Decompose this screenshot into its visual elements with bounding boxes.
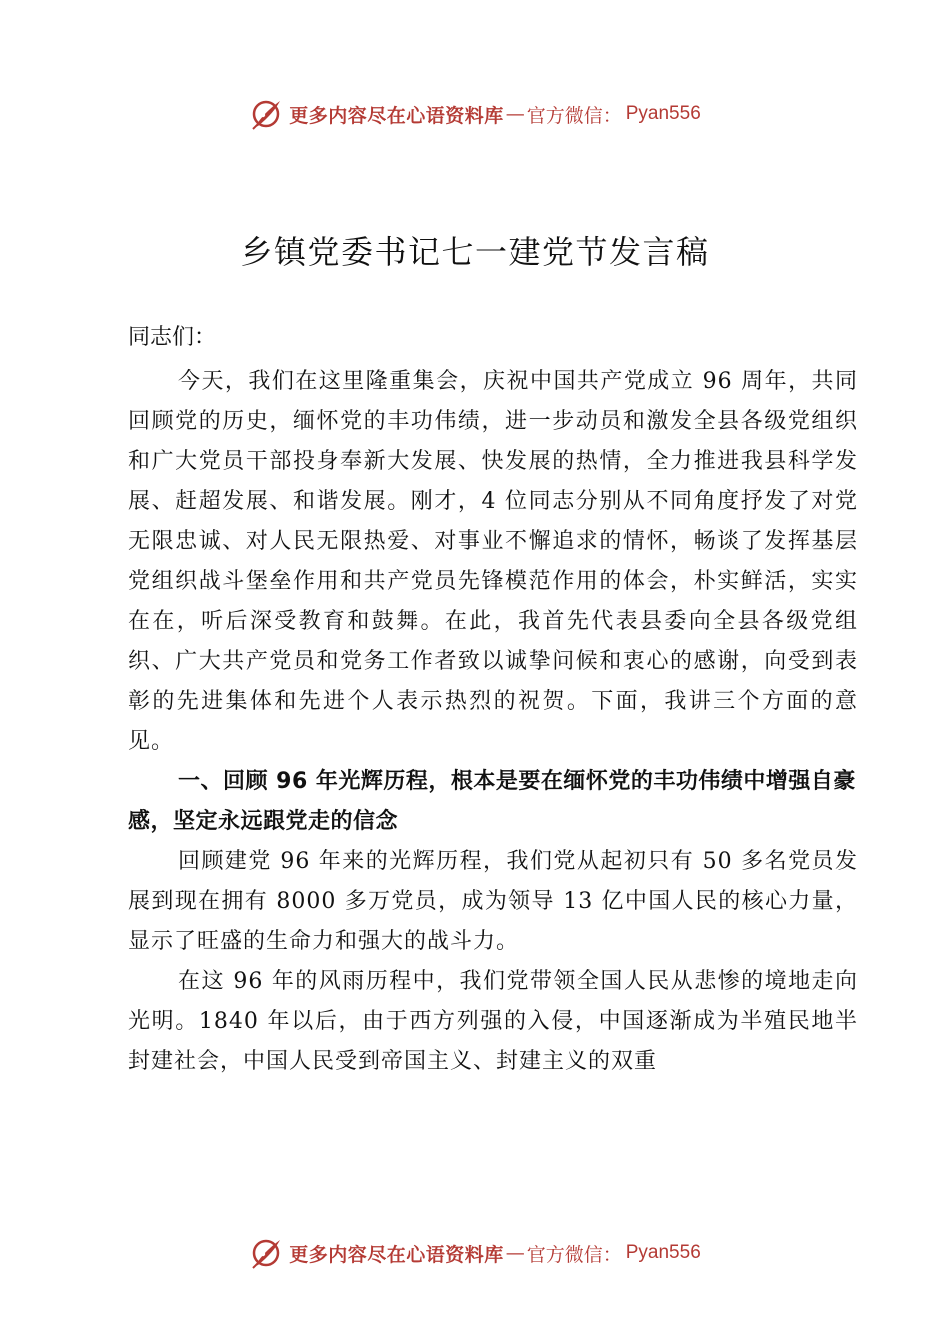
quill-pen-logo-icon [249, 97, 283, 131]
banner-brand-text: 更多内容尽在心语资料库 [289, 104, 504, 127]
banner-wechat-label: 官方微信： [526, 1243, 622, 1266]
header-banner [0, 96, 950, 132]
banner-wechat-id: Pyan556 [625, 103, 701, 124]
banner-wechat-id: Pyan556 [625, 1242, 701, 1263]
salutation: 同志们： [128, 325, 217, 350]
section-heading-1: 一、回顾 96 年光辉历程，根本是要在缅怀党的丰功伟绩中增强自豪感，坚定永远跟党走的信念 [128, 769, 856, 834]
document-title: 乡镇党委书记七一建党节发言稿 [240, 233, 710, 271]
paragraph-history: 回顾建党 96 年来的光辉历程，我们党从起初只有 50 多名党员发展到现在拥有 8000 多万党员，成为领导 13 亿中国人民的核心力量，显示了旺盛的生命力和强大的战斗力。 [128, 849, 858, 954]
paragraph-intro: 今天，我们在这里隆重集会，庆祝中国共产党成立 96 周年，共同回顾党的历史，缅怀党的丰功伟绩，进一步动员和激发全县各级党组织和广大党员干部投身奉新大发展、快发展的热情，全力推进我县科学发展、赶超发展、和谐发展。刚才，4 位同志分别从不同角度抒发了对党无限忠诚、对人民无限热爱、对事业不懈追求的情怀，畅谈了发挥基层党组织战斗堡垒作用和共产党员先锋模范作用的体会，朴实鲜活，实实在在，听后深受教育和鼓舞。在此，我首先代表县委向全县各级党组织、广大共产党员和党务工作者致以诚挚问候和衷心的感谢，向受到表彰的先进集体和先进个人表示热烈的祝贺。下面，我讲三个方面的意见。 [128, 369, 858, 754]
paragraph-journey: 在这 96 年的风雨历程中，我们党带领全国人民从悲惨的境地走向光明。1840 年以后，由于西方列强的入侵，中国逐渐成为半殖民地半封建社会，中国人民受到帝国主义、封建主义的双重 [128, 969, 858, 1074]
banner-brand-text: 更多内容尽在心语资料库 [289, 1243, 504, 1266]
quill-pen-logo-icon [249, 1236, 283, 1270]
banner-wechat-label: 官方微信： [526, 104, 622, 127]
footer-banner [0, 1235, 950, 1271]
document-body [128, 362, 858, 1082]
banner-separator: — [505, 103, 525, 125]
banner-separator: — [505, 1242, 525, 1264]
